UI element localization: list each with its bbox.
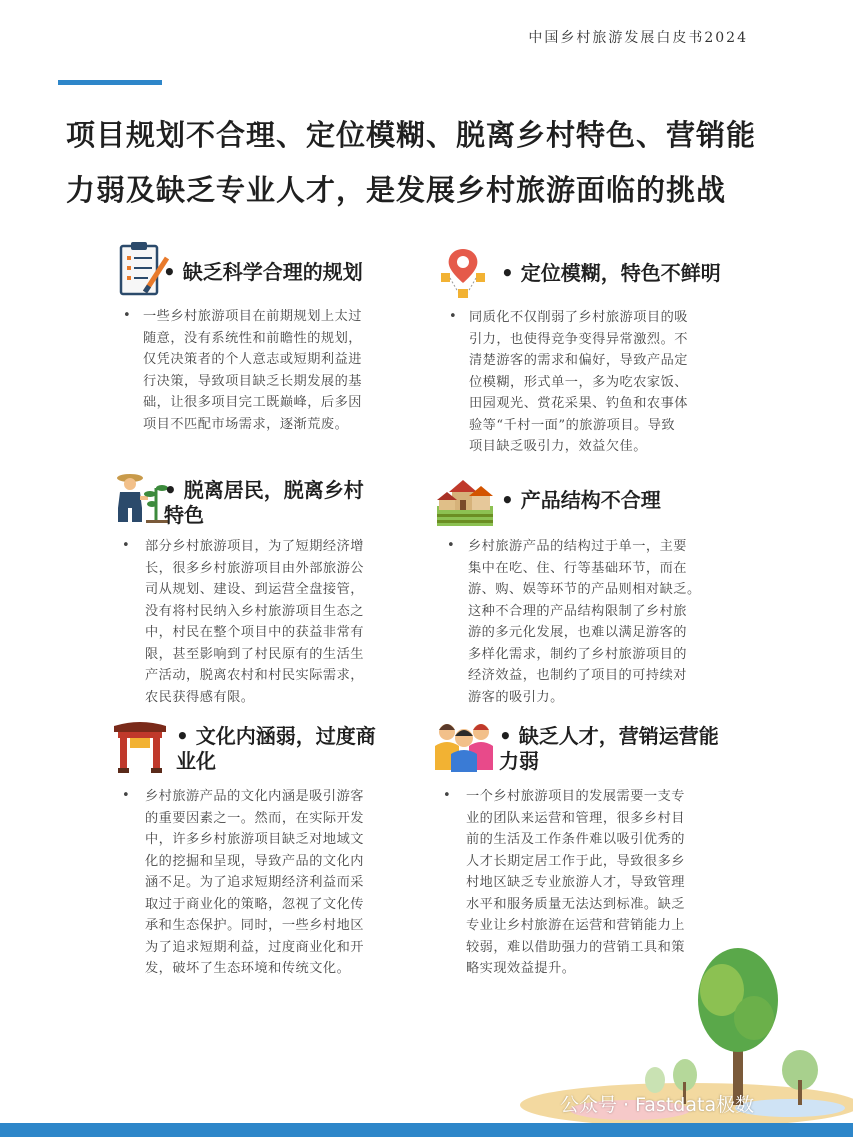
bullet-dot: • — [447, 538, 455, 553]
block-heading: • 定位模糊，特色不鲜明 — [501, 261, 721, 285]
block-body: 乡村旅游产品的结构过于单一，主要 集中在吃、住、行等基础环节，而在 游、购、娱等环节的产品则相对缺乏。 这种不合理的产品结构限制了乡村旅 游的多元化发展，也难以满足游客的 多样化需求，制约了乡村旅游项目的 经济效益，也制约了项目的可持续对 游客的吸引力。 — [468, 539, 701, 705]
talent-team-icon — [433, 716, 489, 774]
bottom-bar — [0, 1123, 853, 1137]
village-houses-icon — [435, 470, 491, 528]
bullet-dot: • — [443, 788, 451, 803]
farmer-planting-icon — [112, 468, 168, 526]
bullet-dot: • — [122, 538, 130, 553]
location-pin-network-icon — [435, 245, 491, 303]
block-heading: • 脱离居民，脱离乡村 特色 — [164, 478, 364, 527]
block-body: 一些乡村旅游项目在前期规划上太过 随意，没有系统性和前瞻性的规划， 仅凭决策者的个人意志或短期利益进 行决策，导致项目缺乏长期发展的基 础，让很多项目完工既巅峰，后多因 项目不匹配市场需求，逐渐荒废。 — [143, 309, 362, 432]
chinese-gate-icon — [112, 716, 168, 774]
block-heading: • 缺乏人才，营销运营能 力弱 — [499, 724, 719, 773]
report-title: 中国乡村旅游发展白皮书2024 — [528, 30, 748, 46]
block-body: 同质化不仅削弱了乡村旅游项目的吸 引力，也使得竞争变得异常激烈。不 清楚游客的需求和偏好，导致产品定 位模糊，形式单一，多为吃农家饭、 田园观光、赏花采果、钓鱼和农事体 验等“千村一面”的旅游项目。导致 项目缺乏吸引力，效益欠佳。 — [469, 310, 688, 454]
challenge-block-culture — [112, 716, 422, 976]
bullet-dot: • — [449, 309, 457, 324]
bullet-dot: • — [123, 308, 131, 323]
block-heading: • 产品结构不合理 — [501, 488, 661, 512]
challenge-block-product-structure — [435, 470, 745, 705]
accent-bar — [58, 80, 162, 85]
block-heading: • 缺乏科学合理的规划 — [163, 260, 363, 284]
bullet-dot: • — [122, 788, 130, 803]
watermark: 公众号 · Fastdata极数 — [560, 1094, 755, 1116]
headline-line-2: 力弱及缺乏专业人才，是发展乡村旅游面临的挑战 — [66, 173, 727, 207]
challenge-block-talent — [433, 716, 748, 976]
challenge-block-residents — [112, 468, 422, 705]
headline-line-1: 项目规划不合理、定位模糊、脱离乡村特色、营销能 — [66, 118, 757, 152]
block-heading: • 文化内涵弱，过度商 业化 — [176, 724, 376, 773]
challenge-block-positioning — [435, 245, 745, 455]
challenge-block-planning — [115, 240, 415, 440]
block-body: 乡村旅游产品的文化内涵是吸引游客 的重要因素之一。然而，在实际开发 中，许多乡村旅游项目缺乏对地域文 化的挖掘和呈现，导致产品的文化内 涵不足。为了追求短期经济利益而采 取过于商业化的策略，忽视了文化传 承和生态保护。同时，一些乡村地区 为了追求短期利益，过度商业化和开 发，破坏了生态环境和传统文化。 — [145, 789, 364, 976]
block-body: 一个乡村旅游项目的发展需要一支专 业的团队来运营和管理，很多乡村目 前的生活及工作条件难以吸引优秀的 人才长期定居工作于此，导致很多乡 村地区缺乏专业旅游人才，导致管理 水平和服务质量无法达到标准。缺乏 专业让乡村旅游在运营和营销能力上 较弱，难以借助强力的营销工具和策 略实现效益提升。 — [466, 789, 685, 976]
page-headline — [66, 108, 826, 218]
block-body: 部分乡村旅游项目，为了短期经济增 长，很多乡村旅游项目由外部旅游公 司从规划、建设、到运营全盘接管， 没有将村民纳入乡村旅游项目生态之 中，村民在整个项目中的获益非常有 限，甚至影响到了村民原有的生活生 产活动，脱离农村和村民实际需求， 农民获得感有限。 — [145, 539, 364, 705]
